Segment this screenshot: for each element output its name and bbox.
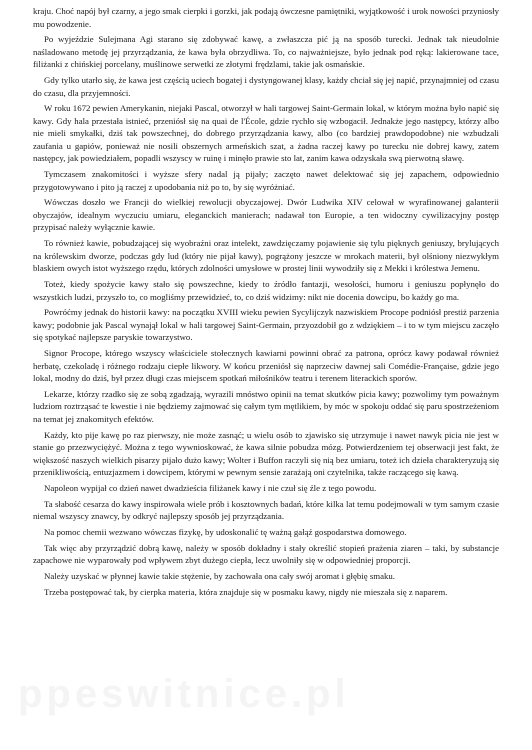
paragraph: Tak więc aby przyrządzić dobrą kawę, należy w sposób dokładny i stały określić stopień prażenia ziaren – taki, by substancje zapachowe nie wyparowały pod wpływem zbyt dużego ciepła, lecz uwolniły się w odpowiedniej proporcji. bbox=[33, 542, 499, 566]
paragraph: Toteż, kiedy spożycie kawy stało się powszechne, kiedy to źródło fantazji, wesołości, humoru i geniuszu popłynęło do wszystkich ludzi, przyszło to, co mogliśmy przewidzieć, to, co dziś widzimy: nikt nie docenia dowcipu, bo każdy go ma. bbox=[33, 279, 499, 302]
paragraph: Signor Procope, którego wszyscy właściciele stołecznych kawiarni powinni obrać za patrona, oprócz kawy podawał również herbatę, czekoladę i różnego rodzaju ciepłe likwory. W końcu przeniósł się naprzeciw dawnej sali Comédie-Française, gdzie jego lokal, modny do dziś, był przez długi czas miejscem spotkań miłośników teatru i terenem literackich sporów. bbox=[33, 348, 499, 384]
paragraph: Powróćmy jednak do historii kawy: na początku XVIII wieku pewien Sycylijczyk nazwiskiem Procope podniósł prestiż parzenia kawy; podobnie jak Pascal wynajął lokal w hali targowej Saint-Germain, przyozdobił go z wdziękiem – i to w tym miejscu zaczęło się spotykać najlepsze paryskie towarzystwo. bbox=[33, 307, 499, 343]
paragraph: Po wyjeździe Sulejmana Agi starano się zdobywać kawę, a zwłaszcza pić ją na sposób turecki. Jednak tak nieudolnie naśladowano metodę jej przyrządzania, że kawa była obrzydliwa. To, co najważniejsze, było jednak pod ręką: lakierowane tace, filiżanki z chińskiej porcelany, muślinowe serwetki ze złotymi frędzlami, takie jak osmańskie. bbox=[33, 34, 499, 70]
paragraph: Ta słabość cesarza do kawy inspirowała wiele prób i kosztownych badań, które kilka lat temu podejmowali w tym samym czasie niemal wszyscy znawcy, by odkryć najlepszy sposób jej przyrządzania. bbox=[33, 498, 499, 522]
paragraph: W roku 1672 pewien Amerykanin, niejaki Pascal, otworzył w hali targowej Saint-Germain lokal, w którym można było napić się kawy. Gdy hala przestała istnieć, przeniósł się na quai de l'École, gdzie rychło się wzbogacił. Jednakże jego następcy, którzy albo nie mieli smykałki, dziś tak powszechnej, do dobrego przyrządzania kawy, albo (co bardziej prawdopodobne) nie wzbudzali zaufania u gapiów, ponieważ nie nosili obszernych armeńskich szat, a żadna raczej kawy po turecku nie dobrej kawy, zatem następcy, jak powiedziałem, popadli wszyscy w ruinę i minęło prawie sto lat, zanim kawa odzyskała swą pierwotną sławę. bbox=[33, 103, 499, 164]
paragraph: Wówczas doszło we Francji do wielkiej rewolucji obyczajowej. Dwór Ludwika XIV celował w wyrafinowanej galanterii obyczajów, idealnym wyczuciu umiaru, eleganckich manierach; nadawał ton Europie, a ten widoczny cywilizacyjny postęp przypisać należy wyłącznie kawie. bbox=[33, 197, 499, 233]
paragraph: To również kawie, pobudzającej się wyobraźni oraz intelekt, zawdzięczamy pojawienie się tylu pięknych geniuszy, brylujących na królewskim dworze, podczas gdy lud (który nie pijał kawy), pogrążony jeszcze w mrokach materii, był olśniony niezwykłym blaskiem owych istot wyższego rzędu, których zdolności umysłowe w prostej linii wywodziły się z Mekki i królestwa Jemenu. bbox=[33, 238, 499, 274]
paragraph: Na pomoc chemii wezwano wówczas fizykę, by udoskonalić tę ważną gałąź gospodarstwa domowego. bbox=[44, 527, 407, 538]
paragraph: Należy uzyskać w płynnej kawie takie stężenie, by zachowała ona cały swój aromat i głębię smaku. bbox=[44, 571, 396, 582]
watermark: ppeswitnice.pl bbox=[18, 672, 350, 716]
paragraph: Napoleon wypijał co dzień nawet dwadzieścia filiżanek kawy i nie czuł się źle z tego powodu. bbox=[44, 483, 377, 494]
paragraph: Gdy tylko utarło się, że kawa jest częścią uciech bogatej i dystyngowanej klasy, każdy chciał się jej napić, przynajmniej od czasu do czasu, dla przyjemności. bbox=[33, 75, 499, 98]
paragraph: Lekarze, którzy rzadko się ze sobą zgadzają, wyrazili mnóstwo opinii na temat skutków picia kawy; pozwolimy tym poważnym ludziom roztrząsać te kwestie i nie będziemy zajmować się całym tym mętlikiem, by móc w spokoju oddać się paru spostrzeżeniom na temat jej znakomitych efektów. bbox=[33, 388, 499, 424]
paragraph: Tymczasem znakomitości i wyższe sfery nadal ją pijały; zaczęto nawet delektować się jej zapachem, odpowiednio przygotowywano i pito ją raczej z upodobania niż po to, by się wyróżniać. bbox=[33, 169, 499, 192]
paragraph: Trzeba postępować tak, by cierpka materia, która znajduje się w posmaku kawy, nigdy nie mieszała się z naparem. bbox=[44, 587, 448, 598]
paragraph: kraju. Choć napój był czarny, a jego smak cierpki i gorzki, jak podają ówczesne pamiętniki, wyjątkowość i urok nowości przyniosły mu powodzenie. bbox=[33, 6, 499, 29]
paragraph: Każdy, kto pije kawę po raz pierwszy, nie może zasnąć; u wielu osób to zjawisko się utrzymuje i nawet nawyk picia nie jest w stanie go przezwyciężyć. Można z tego wywnioskować, że kawa silnie pobudza mózg. Potwierdzeniem tej obserwacji jest fakt, że większość naszych wielkich pisarzy pijało dużo kawy; Wolter i Buffon raczyli się nią bez umiaru, toteż ich dzieła charakteryzują się przenikliwością, entuzjazmem i dowcipem, którymi w pewnym sensie zarażają oni czytelnika, także raczącego się kawą. bbox=[33, 429, 499, 478]
document-body bbox=[33, 5, 499, 599]
